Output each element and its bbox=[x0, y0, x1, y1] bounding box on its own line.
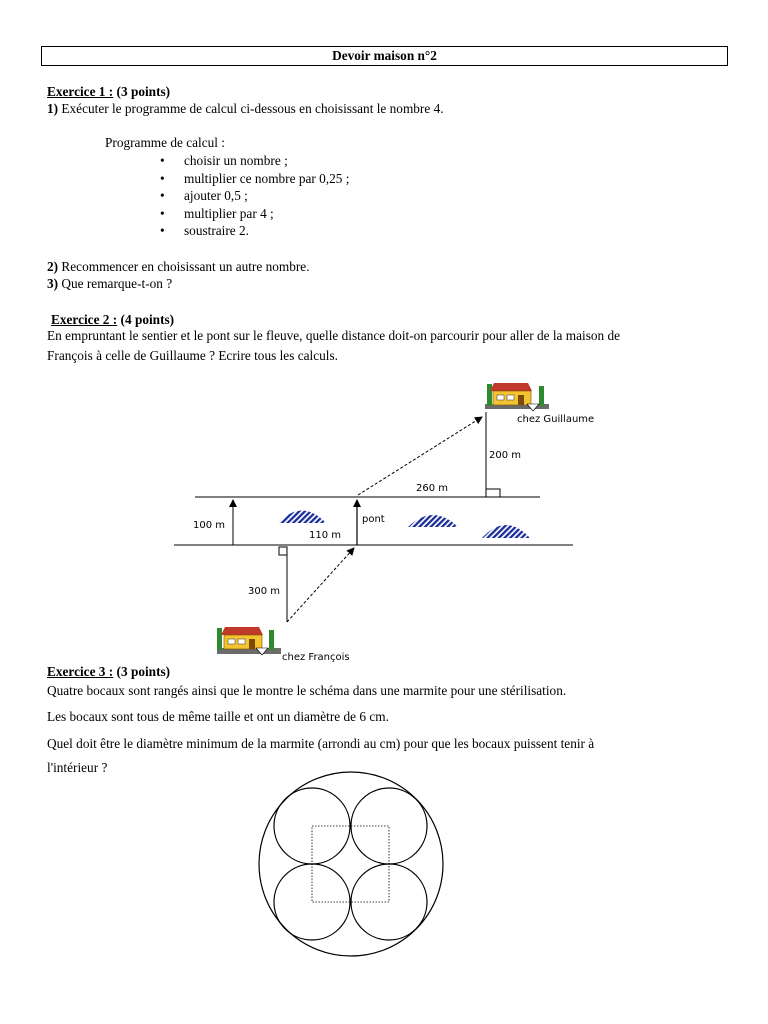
question-text: Exécuter le programme de calcul ci-dessous en choisissant le nombre 4. bbox=[58, 101, 444, 116]
program-step: • multiplier ce nombre par 0,25 ; bbox=[160, 170, 349, 188]
exercise-3-title: Exercice 3 : bbox=[47, 664, 114, 679]
exercise-3-points: (3 points) bbox=[116, 664, 171, 679]
program-step: • ajouter 0,5 ; bbox=[160, 187, 349, 205]
question-text: Recommencer en choisissant un autre nombre. bbox=[58, 259, 310, 274]
label-300m: 300 m bbox=[248, 586, 281, 597]
label-200m: 200 m bbox=[489, 450, 522, 461]
jar-circle bbox=[274, 864, 350, 940]
exercise-2-title: Exercice 2 : bbox=[51, 312, 118, 327]
question-text: Que remarque-t-on ? bbox=[58, 276, 173, 291]
label-110m: 110 m bbox=[309, 530, 342, 541]
question-number: 2) bbox=[47, 259, 59, 274]
label-100m: 100 m bbox=[193, 520, 226, 531]
exercise-2-text-line-2: François à celle de Guillaume ? Ecrire tous les calculs. bbox=[47, 348, 338, 363]
exercise-3-line-2: Les bocaux sont tous de même taille et ont un diamètre de 6 cm. bbox=[47, 709, 389, 724]
jar-centers-square bbox=[312, 826, 389, 902]
label-chez-francois: chez François bbox=[282, 652, 350, 663]
program-step: • choisir un nombre ; bbox=[160, 152, 349, 170]
question-number: 3) bbox=[47, 276, 59, 291]
program-step: • multiplier par 4 ; bbox=[160, 205, 349, 223]
exercise-3-line-3: Quel doit être le diamètre minimum de la marmite (arrondi au cm) pour que les bocaux puissent tenir à bbox=[47, 736, 595, 751]
program-step: • soustraire 2. bbox=[160, 222, 349, 240]
exercise-1-points: (3 points) bbox=[116, 84, 171, 99]
question-number: 1) bbox=[47, 101, 59, 116]
label-260m: 260 m bbox=[416, 483, 449, 494]
exercise-3-line-4: l'intérieur ? bbox=[47, 760, 108, 775]
program-title: Programme de calcul : bbox=[105, 135, 225, 150]
exercise-1-title: Exercice 1 : bbox=[47, 84, 114, 99]
label-pont: pont bbox=[362, 514, 385, 525]
pot-circle bbox=[259, 772, 443, 956]
exercise-2-text-line-1: En empruntant le sentier et le pont sur le fleuve, quelle distance doit-on parcourir pour aller de la maison de bbox=[47, 328, 621, 343]
label-chez-guillaume: chez Guillaume bbox=[517, 414, 595, 425]
jar-circle bbox=[351, 788, 427, 864]
page-title: Devoir maison n°2 bbox=[41, 46, 728, 66]
exercise-3-line-1: Quatre bocaux sont rangés ainsi que le montre le schéma dans une marmite pour une stérilisation. bbox=[47, 683, 567, 698]
exercise-2-points: (4 points) bbox=[120, 312, 175, 327]
